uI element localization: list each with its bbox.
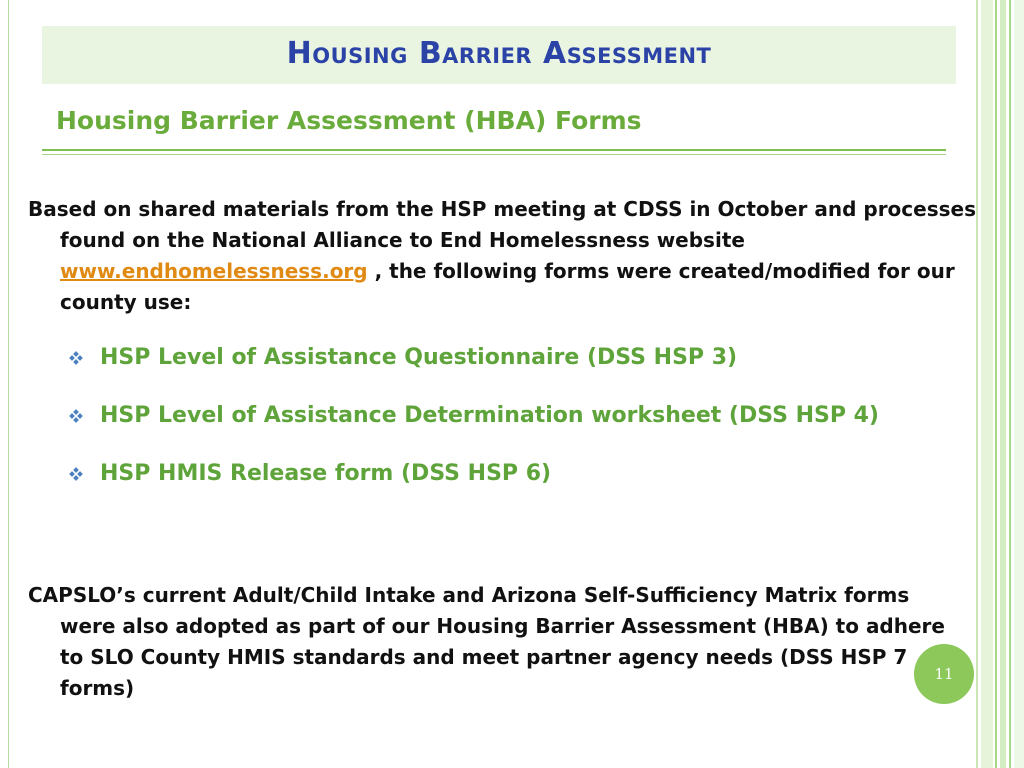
subtitle-divider — [42, 149, 946, 151]
list-item-text: HSP HMIS Release form (DSS HSP 6) — [100, 461, 552, 486]
subtitle-divider-thin — [42, 154, 946, 155]
list-item — [70, 398, 879, 433]
list-item — [70, 340, 879, 375]
intro-text-end: , the following forms were created/modified for our county use: — [60, 259, 955, 314]
left-border-rule — [8, 0, 9, 768]
diamond-bullet-icon — [70, 468, 82, 480]
list-item — [70, 456, 879, 491]
closing-paragraph: CAPSLO’s current Adult/Child Intake and Arizona Self-Sufficiency Matrix forms were also adopted as part of our Housing Barrier Assessment (HBA) to adhere to SLO County HMIS standards and meet partner agency needs (DSS HSP 7 forms) — [28, 583, 945, 700]
diamond-bullet-icon — [70, 352, 82, 364]
page-number-badge: 11 — [914, 644, 974, 704]
intro-text-start: Based on shared materials from the HSP meeting at CDSS in October and processes found on the National Alliance to End Homelessness website — [28, 197, 976, 252]
diamond-bullet-icon — [70, 410, 82, 422]
slide-title: Housing Barrier Assessment — [286, 36, 712, 71]
intro-paragraph — [28, 194, 1012, 318]
list-item-text: HSP Level of Assistance Determination worksheet (DSS HSP 4) — [100, 403, 879, 428]
slide-subtitle: Housing Barrier Assessment (HBA) Forms — [56, 106, 642, 135]
forms-list — [70, 340, 879, 514]
right-decorative-stripes — [976, 0, 1024, 768]
endhomelessness-link[interactable]: www.endhomelessness.org — [60, 259, 368, 283]
list-item-text: HSP Level of Assistance Questionnaire (DSS HSP 3) — [100, 345, 738, 370]
title-bar — [42, 26, 956, 84]
